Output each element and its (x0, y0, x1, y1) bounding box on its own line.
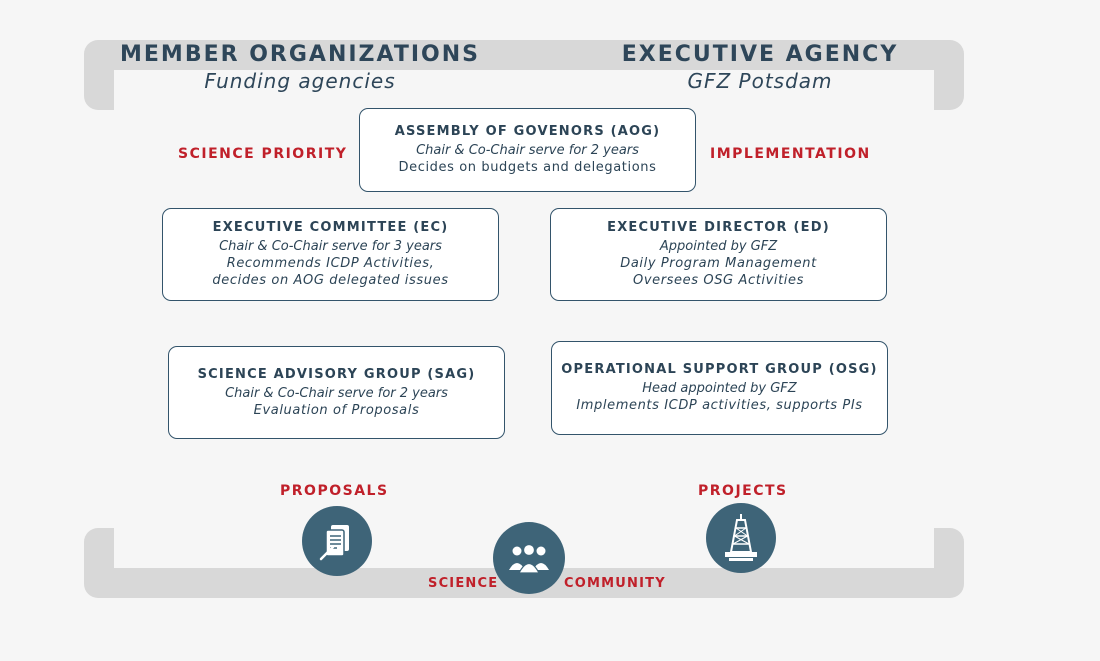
ed-box (550, 208, 887, 301)
member-organizations-header (120, 42, 480, 93)
community-circle (493, 522, 565, 594)
ec-title: EXECUTIVE COMMITTEE (EC) (212, 220, 449, 235)
aog-title: ASSEMBLY OF GOVENORS (AOG) (394, 124, 661, 139)
ed-line2: Daily Program Management (620, 256, 817, 271)
osg-box (551, 341, 888, 435)
sag-box (168, 346, 505, 439)
ec-line2: Recommends ICDP Activities, (226, 256, 435, 271)
ed-title: EXECUTIVE DIRECTOR (ED) (607, 220, 830, 235)
gfz-potsdam-subtitle: GFZ Potsdam (687, 69, 833, 93)
ed-line1: Appointed by GFZ (659, 239, 778, 254)
osg-line1: Head appointed by GFZ (642, 381, 797, 396)
osg-title: OPERATIONAL SUPPORT GROUP (OSG) (561, 362, 878, 377)
sag-line1: Chair & Co-Chair serve for 2 years (225, 385, 448, 401)
ec-box (162, 208, 499, 301)
aog-line2: Decides on budgets and delegations (398, 160, 657, 175)
science-label: SCIENCE (428, 576, 499, 591)
people-icon (506, 542, 552, 574)
executive-agency-header (620, 42, 900, 93)
proposals-circle (302, 506, 372, 576)
projects-label: PROJECTS (698, 483, 788, 499)
sag-line2: Evaluation of Proposals (253, 402, 420, 418)
documents-icon (315, 519, 359, 563)
ec-line1: Chair & Co-Chair serve for 3 years (219, 239, 442, 254)
ed-line3: Oversees OSG Activities (633, 273, 804, 288)
aog-box (359, 108, 696, 192)
funding-agencies-subtitle: Funding agencies (204, 69, 396, 93)
community-label: COMMUNITY (564, 576, 666, 591)
science-priority-label: SCIENCE PRIORITY (178, 146, 348, 162)
proposals-label: PROPOSALS (280, 483, 389, 499)
implementation-label: IMPLEMENTATION (710, 146, 871, 162)
drill-rig-icon (719, 512, 763, 564)
ec-line3: decides on AOG delegated issues (212, 273, 449, 288)
member-organizations-title: MEMBER ORGANIZATIONS (120, 42, 480, 67)
projects-circle (706, 503, 776, 573)
aog-line1: Chair & Co-Chair serve for 2 years (416, 143, 639, 158)
executive-agency-title: EXECUTIVE AGENCY (621, 42, 899, 67)
sag-title: SCIENCE ADVISORY GROUP (SAG) (197, 366, 476, 382)
osg-line2: Implements ICDP activities, supports PIs (576, 398, 863, 413)
